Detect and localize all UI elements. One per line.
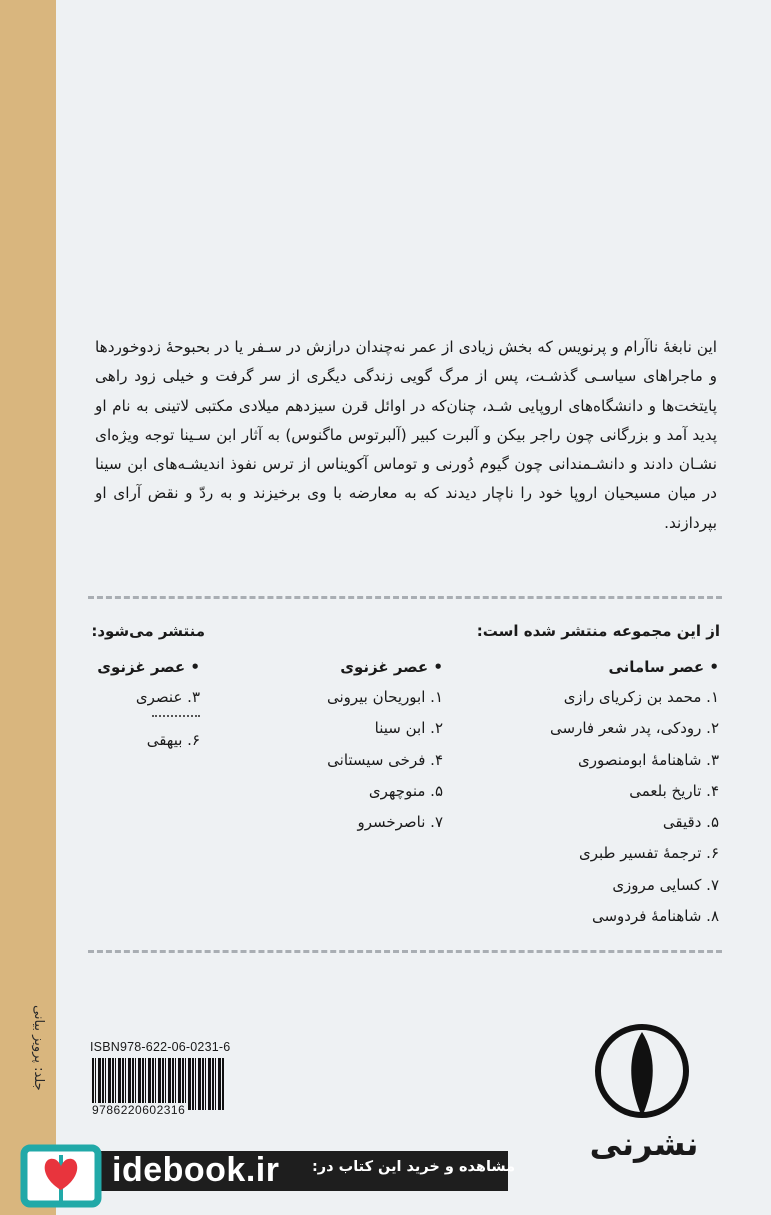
isbn-number: ISBN978-622-06-0231-6 [90, 1040, 231, 1054]
top-divider [88, 596, 722, 599]
list-item: ۱. ابوریحان بیرونی [326, 688, 443, 706]
publisher-name: نشرنی [589, 1125, 699, 1163]
ghaznavi-title: • عصر غزنوی [340, 658, 443, 676]
list-item: ۱. محمد بن زکریای رازی [563, 688, 719, 706]
list-item: ۲. رودکی، پدر شعر فارسی [550, 719, 719, 738]
samani-title: • عصر سامانی [608, 658, 719, 676]
ghaznavi-upcoming-title: • عصر غزنوی [97, 658, 200, 676]
dotted-separator [152, 715, 200, 717]
book-heart-icon [18, 1140, 104, 1212]
list-item: ۳. شاهنامهٔ ابومنصوری [578, 750, 719, 769]
list-item: ۴. تاریخ بلعمی [629, 781, 719, 800]
list-item: ۲. ابن سینا [374, 719, 443, 738]
back-cover-blurb: این نابغهٔ ناآرام و پرنویس که بخش زیادی از عمر نه‌چندان درازش در سـفر یا در بحبوحهٔ زدوخوردها و ماجراهای سیاسـی گذشـت، پس از مرگ گویی زندگی دیگری از سر گرفت و خیلی زود راهی پایتخت‌ها و دانشگاه‌های اروپایی شـد، چنان‌که در اوائل قرن سیزدهم میلادی مکتبی لاتینی به نام او پدید آمد و بزرگانی چون راجر بیکن و آلبرت کبیر (آلبرتوس ماگنوس) به آثار ابن سـینا توجه ویژه‌ای نشـان دادند و دانشـمندانی چون گیوم دُورنی و توماس آکویناس از ترس نفوذ اندیشـه‌های ابن سینا در میان مسیحیان اروپا خود را ناچار دیدند که به معارضه با وی برخیزند و به ردّ و نقض آرای او بپردازند. [95, 338, 717, 532]
banner-brand[interactable]: idebook.ir [112, 1151, 280, 1189]
list-item: ۷. کسایی مروزی [612, 875, 719, 894]
list-item: ۵. منوچهری [368, 781, 443, 800]
list-item: ۳. عنصری [135, 688, 200, 706]
cover-design-credit: جلد: پرویز بیانی [31, 1005, 46, 1091]
published-heading: از این مجموعه منتشر شده است: [476, 622, 720, 640]
book-spine [0, 0, 56, 1215]
list-item: ۶. ترجمهٔ تفسیر طبری [578, 844, 719, 863]
upcoming-list [90, 657, 200, 757]
bottom-divider [88, 950, 722, 953]
samani-list [529, 657, 719, 932]
upcoming-heading: منتشر می‌شود: [91, 622, 205, 640]
ghaznavi-published-list [293, 657, 443, 838]
list-item: ۷. ناصرخسرو [357, 813, 443, 832]
idebook-banner[interactable] [0, 1135, 516, 1191]
publisher-logo-icon [593, 1022, 691, 1120]
barcode-digits: 9786220602316 [92, 1103, 186, 1117]
list-item: ۸. شاهنامهٔ فردوسی [591, 907, 719, 926]
banner-cta: مشاهده و خرید این کتاب در: [312, 1159, 516, 1175]
list-item: ۴. فرخی سیستانی [327, 750, 443, 769]
list-item: ۵. دقیقی [662, 813, 719, 832]
list-item: ۶. بیهقی [146, 731, 200, 750]
